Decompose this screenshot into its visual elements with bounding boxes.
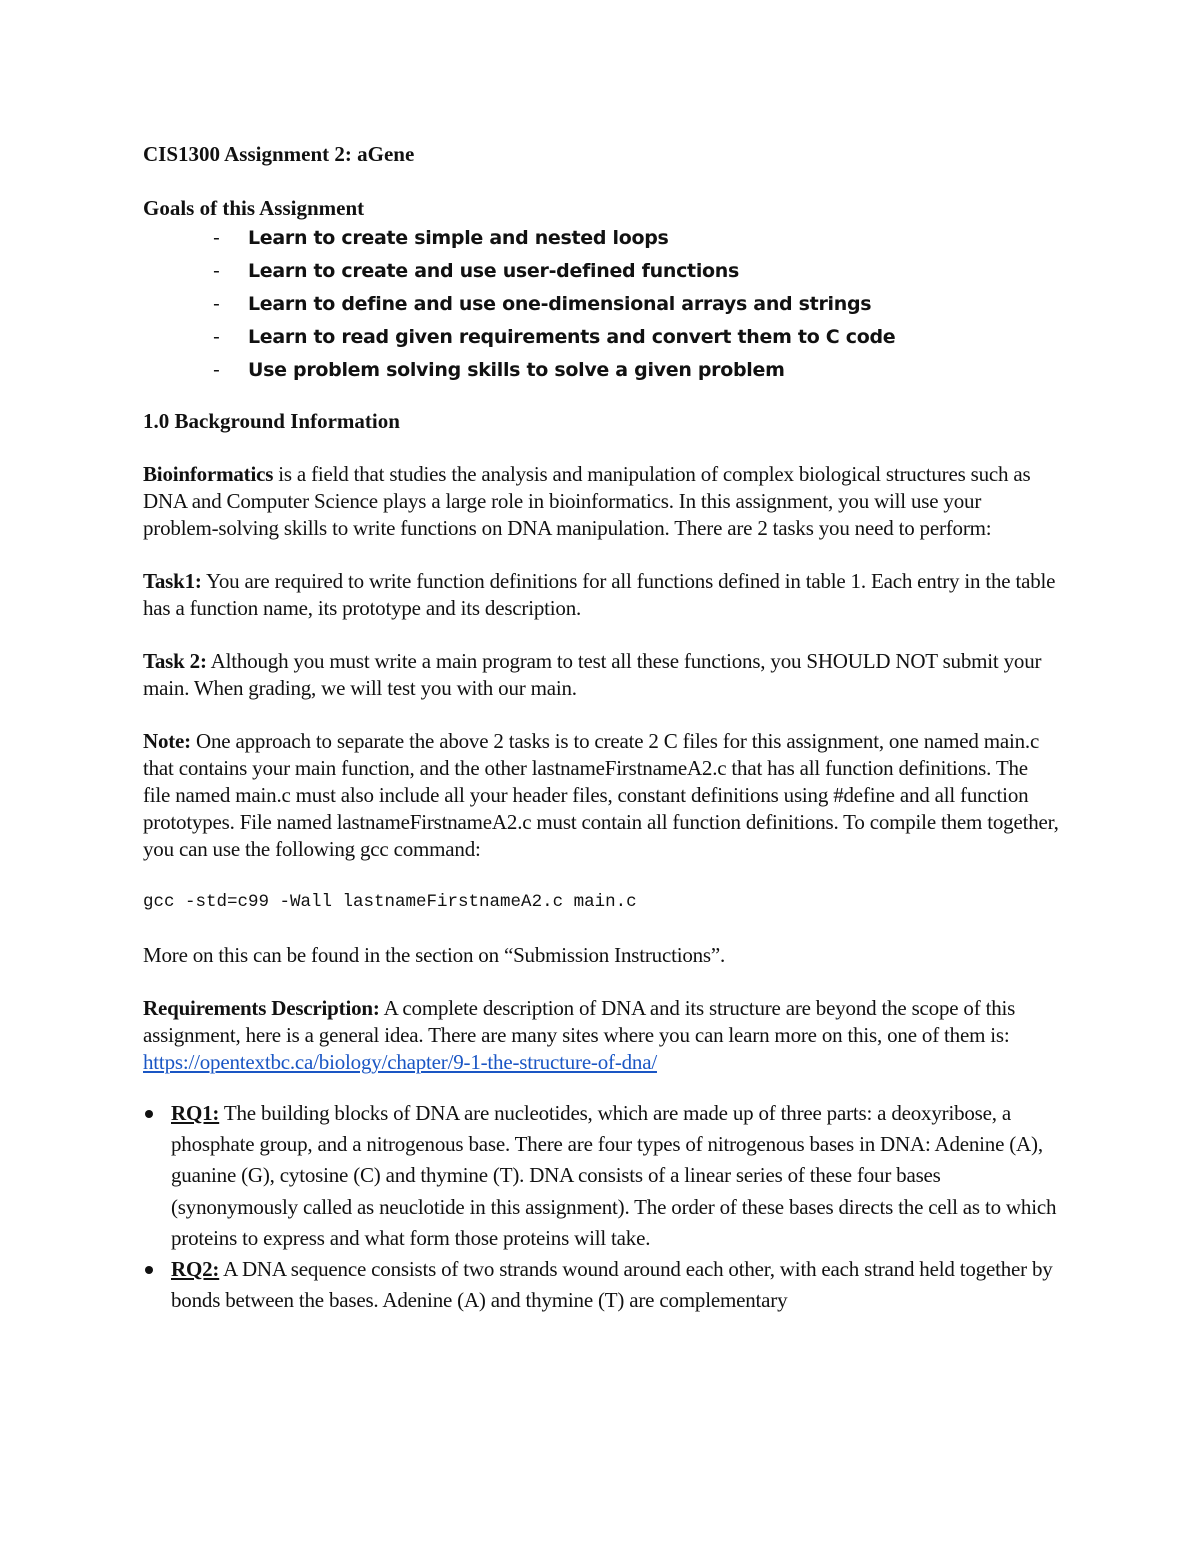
goal-item [143,288,1060,321]
task2-paragraph [143,648,1060,702]
goal-text: Learn to create and use user-defined functions [248,260,740,282]
background-heading: 1.0 Background Information [143,409,400,433]
dna-structure-link[interactable]: https://opentextbc.ca/biology/chapter/9-1-the-structure-of-dna/ [143,1050,657,1074]
bullet-icon [145,1266,153,1274]
rq2-label: RQ2: [171,1257,220,1282]
goals-heading: Goals of this Assignment [143,196,365,220]
goal-item [143,354,1060,387]
goal-item [143,222,1060,255]
requirements-paragraph [143,995,1060,1076]
task1-label: Task1: [143,569,202,593]
note-label: Note: [143,729,191,753]
document-title: CIS1300 Assignment 2: aGene [143,142,415,166]
dash-marker: - [213,260,220,282]
task2-text: Although you must write a main program to test all these functions, you SHOULD NOT submit your main. When grading, we will test you with our main. [143,649,1042,700]
note-text: One approach to separate the above 2 tasks is to create 2 C files for this assignment, one named main.c that contains your main function, and the other lastnameFirstnameA2.c that has all function definitions. The file named main.c must also include all your header files, constant definitions using #define and all function prototypes. File named lastnameFirstnameA2.c must contain all function definitions. To compile them together, you can use the following gcc command: [143,729,1059,861]
goal-item [143,321,1060,354]
rq1-text: The building blocks of DNA are nucleotides, which are made up of three parts: a deoxyribose, a phosphate group, and a nitrogenous base. There are four types of nitrogenous bases in DNA: Adenine (A), guanine (G), cytosine (C) and thymine (T). DNA consists of a linear series of these four bases (synonymously called as neuclotide in this assignment). The order of these bases directs the cell as to which proteins to express and what form those proteins will take. [171,1101,1057,1250]
requirements-list [143,1098,1060,1316]
dash-marker: - [213,227,220,249]
task2-label: Task 2: [143,649,207,673]
goal-text: Use problem solving skills to solve a given problem [248,359,785,381]
requirements-label: Requirements Description: [143,996,380,1020]
dash-marker: - [213,293,220,315]
intro-paragraph [143,461,1060,542]
rq2-text: A DNA sequence consists of two strands wound around each other, with each strand held together by bonds between the bases. Adenine (A) and thymine (T) are complementary [171,1257,1053,1313]
bullet-icon [145,1110,153,1118]
task1-text: You are required to write function definitions for all functions defined in table 1. Each entry in the table has a function name, its prototype and its description. [143,569,1056,620]
requirements-text: A complete description of DNA and its structure are beyond the scope of this assignment, here is a general idea. There are many sites where you can learn more on this, one of them is: [143,996,1016,1047]
goal-text: Learn to define and use one-dimensional arrays and strings [248,293,872,315]
goal-item [143,255,1060,288]
dash-marker: - [213,359,220,381]
goal-text: Learn to read given requirements and convert them to C code [248,326,896,348]
task1-paragraph [143,568,1060,622]
dash-marker: - [213,326,220,348]
note-paragraph [143,728,1060,863]
goals-list [143,222,1060,387]
more-info-paragraph: More on this can be found in the section on “Submission Instructions”. [143,943,726,967]
requirement-item-rq2 [143,1254,1060,1316]
intro-text: is a field that studies the analysis and manipulation of complex biological structures such as DNA and Computer Science plays a large role in bioinformatics. In this assignment, you will use your problem-solving skills to write functions on DNA manipulation. There are 2 tasks you need to perform: [143,462,1031,540]
rq1-label: RQ1: [171,1101,220,1125]
goal-text: Learn to create simple and nested loops [248,227,669,249]
gcc-command: gcc -std=c99 -Wall lastnameFirstnameA2.c main.c [143,892,637,912]
requirement-item-rq1 [143,1098,1060,1254]
intro-bold-term: Bioinformatics [143,462,274,486]
